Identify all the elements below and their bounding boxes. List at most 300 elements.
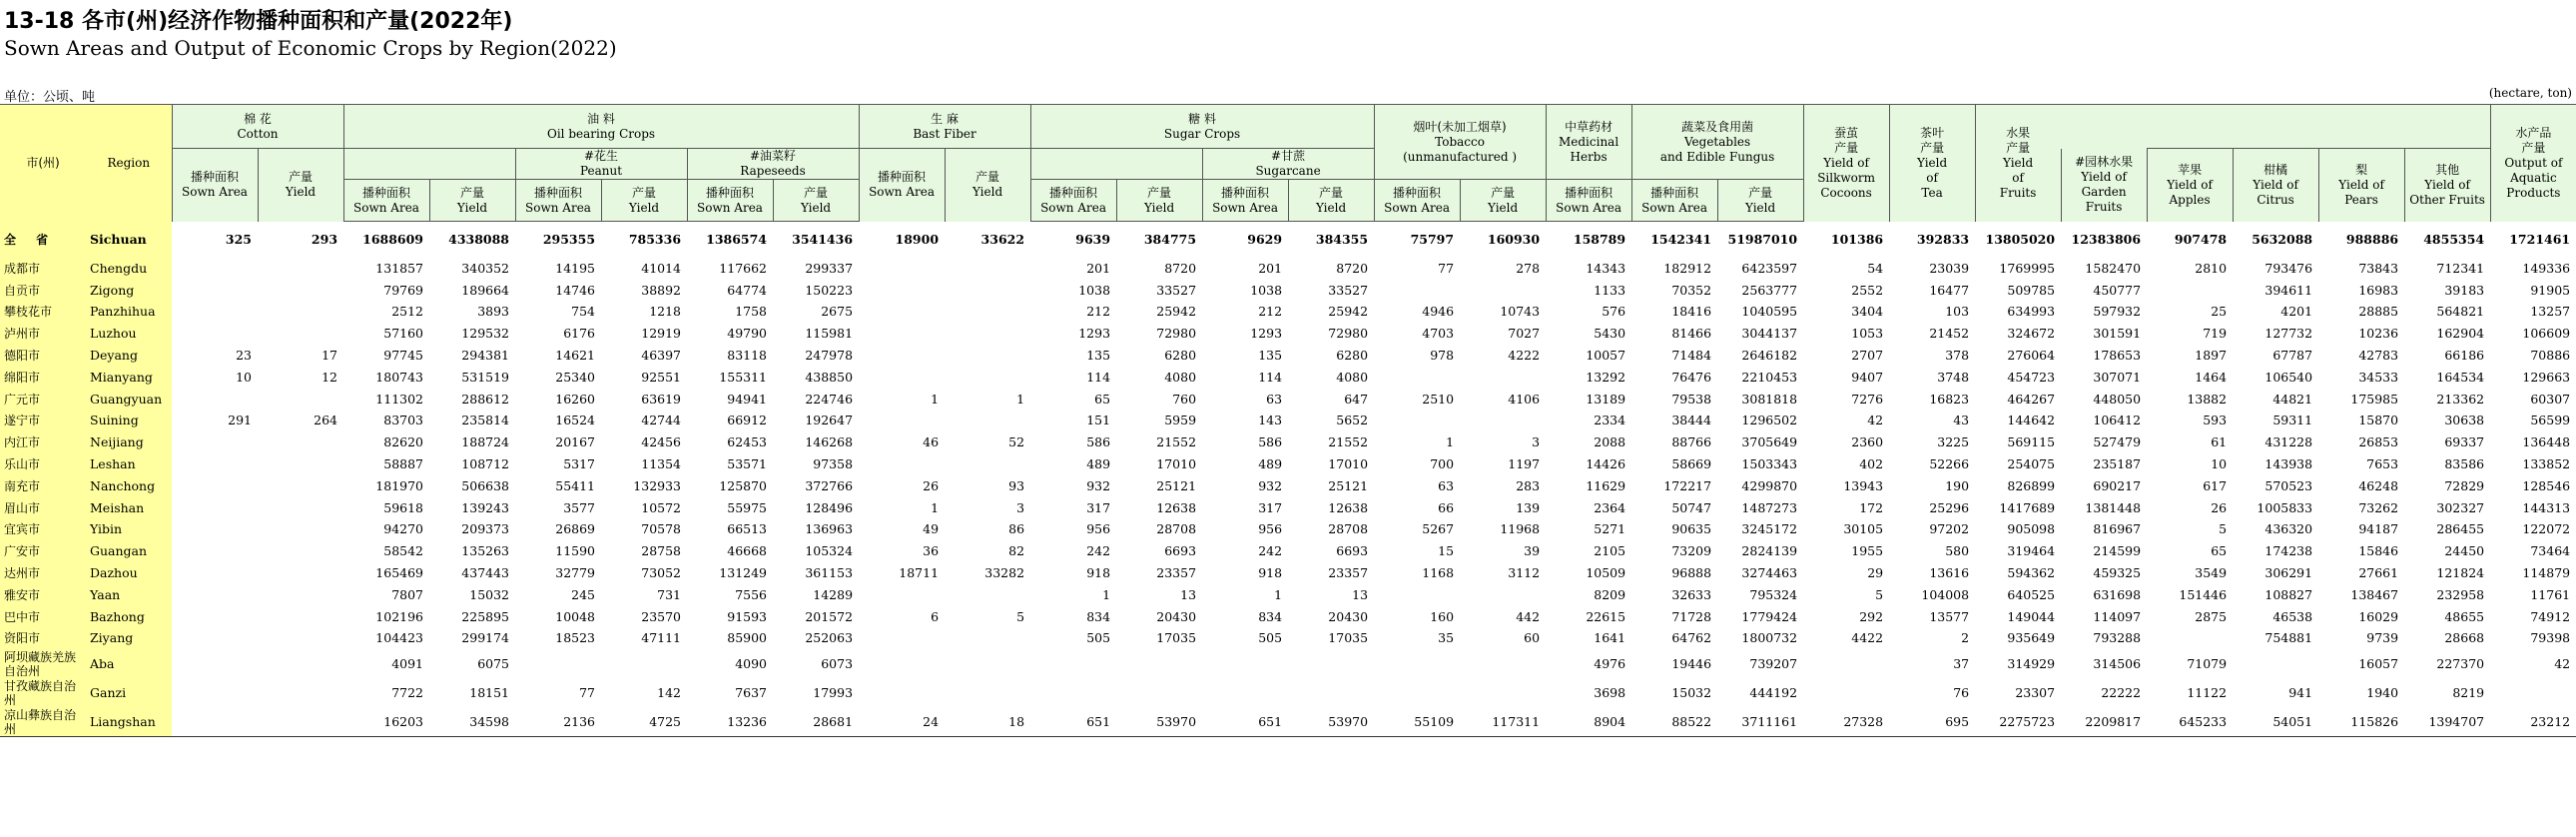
table-cell: 97358 [813, 456, 854, 472]
table-cell: 700 [1430, 456, 1455, 472]
table-cell: 597932 [2093, 304, 2142, 320]
region-name-en: Suining [86, 411, 172, 432]
table-cell: 438850 [805, 369, 854, 385]
header-sugar: 糖 料 Sugar Crops [1030, 105, 1374, 149]
table-cell: 79538 [1671, 391, 1712, 407]
table-cell: 988886 [2345, 231, 2399, 247]
table-cell: 1955 [1851, 543, 1884, 559]
table-cell: 1582470 [2085, 260, 2142, 276]
table-cell: 91905 [2530, 282, 2571, 298]
table-cell: 2210453 [1741, 369, 1798, 385]
region-name-cn: 资阳市 [0, 628, 86, 650]
table-cell: 128546 [2522, 477, 2571, 493]
table-cell: 324672 [2007, 326, 2056, 342]
table-cell [859, 678, 945, 707]
region-name-en: Aba [86, 649, 172, 678]
table-cell: 139 [1516, 499, 1541, 515]
table-row [0, 453, 2576, 475]
table-cell: 213362 [2436, 391, 2485, 407]
table-cell: 33527 [1328, 282, 1369, 298]
table-cell: 82 [1008, 543, 1025, 559]
table-cell: 4946 [1422, 304, 1455, 320]
table-cell: 586 [1086, 434, 1111, 450]
header-sugarcane: #甘蔗 Sugarcane [1202, 149, 1374, 180]
region-name-en: Deyang [86, 345, 172, 367]
table-cell: 53970 [1288, 707, 1374, 737]
table-cell: 1 [1446, 434, 1455, 450]
table-cell: 2875 [2195, 608, 2228, 624]
table-cell: 150223 [805, 282, 854, 298]
table-cell [172, 562, 258, 584]
table-cell: 278 [1516, 260, 1541, 276]
table-cell: 26 [923, 477, 940, 493]
table-cell: 32633 [1671, 586, 1712, 602]
table-cell [859, 258, 945, 280]
table-cell: 28681 [773, 707, 859, 737]
table-cell [945, 678, 1030, 707]
table-cell: 30638 [2444, 413, 2485, 428]
table-cell [1030, 678, 1116, 707]
table-cell [1374, 584, 1460, 606]
table-cell: 143938 [2264, 456, 2313, 472]
table-cell: 1293 [1078, 326, 1111, 342]
table-cell: 2510 [1422, 391, 1455, 407]
table-cell: 13577 [1929, 608, 1970, 624]
table-cell: 2360 [1851, 434, 1884, 450]
table-cell: 56599 [2530, 413, 2571, 428]
table-cell: 97745 [383, 348, 424, 364]
table-cell [859, 453, 945, 475]
table-cell: 181970 [375, 477, 424, 493]
table-cell: 2334 [1594, 413, 1626, 428]
table-cell: 16823 [1929, 391, 1970, 407]
table-title-en: Sown Areas and Output of Economic Crops by Region(2022) [4, 36, 617, 60]
table-cell: 8219 [2452, 684, 2485, 700]
table-cell: 594362 [2007, 565, 2056, 581]
table-cell: 506638 [461, 477, 510, 493]
table-cell: 74912 [2530, 608, 2571, 624]
table-cell: 11629 [1586, 477, 1626, 493]
table-cell: 11761 [2530, 586, 2571, 602]
header-rapeseeds: #油菜籽 Rapeseeds [687, 149, 859, 180]
table-cell: 442 [1516, 608, 1541, 624]
table-cell: 25296 [1929, 499, 1970, 515]
table-cell: 640525 [2007, 586, 2056, 602]
table-cell: 122072 [2522, 521, 2571, 537]
table-cell: 66186 [2444, 348, 2485, 364]
region-name-cn: 全 省 [0, 222, 86, 259]
header-rape-area: 播种面积 Sown Area [687, 180, 773, 222]
table-cell: 16057 [2358, 655, 2399, 671]
table-cell: 73262 [2358, 499, 2399, 515]
table-cell: 149336 [2522, 260, 2571, 276]
table-cell [859, 628, 945, 650]
table-row [0, 584, 2576, 606]
table-cell: 34598 [429, 707, 515, 737]
table-row [0, 389, 2576, 411]
region-name-cn: 雅安市 [0, 584, 86, 606]
unit-label-en: (hectare, ton) [2488, 86, 2572, 100]
table-cell: 9639 [1075, 232, 1111, 247]
table-cell [172, 258, 258, 280]
table-cell: 10 [2211, 456, 2228, 472]
table-cell: 38444 [1671, 413, 1712, 428]
header-region-cn: 市(州) [0, 105, 86, 222]
header-fruits: 水果 产量 Yield of Fruits [1975, 105, 2061, 222]
table-cell: 73209 [1671, 543, 1712, 559]
region-name-cn: 甘孜藏族自治州 [0, 678, 86, 707]
table-cell: 90635 [1671, 521, 1712, 537]
table-cell: 509785 [2007, 282, 2056, 298]
table-cell: 26853 [2358, 434, 2399, 450]
table-cell: 10048 [555, 608, 596, 624]
table-cell: 42 [2554, 655, 2571, 671]
table-cell: 795324 [1749, 586, 1798, 602]
table-cell: 10743 [1500, 304, 1541, 320]
table-cell [2147, 280, 2233, 302]
table-cell: 146268 [805, 434, 854, 450]
table-cell: 4091 [391, 655, 424, 671]
table-cell: 4703 [1422, 326, 1455, 342]
header-other-fruits: 其他 Yield of Other Fruits [2404, 149, 2490, 222]
table-cell: 135263 [461, 543, 510, 559]
table-cell: 48655 [2444, 608, 2485, 624]
table-cell: 306291 [2264, 565, 2313, 581]
table-cell: 41014 [641, 260, 682, 276]
table-cell: 739207 [1749, 655, 1798, 671]
table-cell: 16983 [2358, 282, 2399, 298]
table-cell [859, 411, 945, 432]
table-cell: 907478 [2174, 231, 2228, 247]
header-veg-area: 播种面积 Sown Area [1631, 180, 1717, 222]
table-cell: 17993 [813, 684, 854, 700]
region-name-en: Dazhou [86, 562, 172, 584]
table-cell: 88522 [1631, 707, 1717, 737]
table-cell: 325 [225, 231, 252, 247]
table-cell: 15032 [1671, 684, 1712, 700]
region-name-cn: 宜宾市 [0, 519, 86, 541]
table-cell [258, 678, 343, 707]
table-cell: 73052 [641, 565, 682, 581]
table-cell: 3 [1532, 434, 1541, 450]
table-cell: 75797 [1410, 232, 1455, 247]
table-cell: 459325 [2093, 565, 2142, 581]
table-cell: 1168 [1422, 565, 1455, 581]
table-cell: 133852 [2522, 456, 2571, 472]
table-cell [258, 540, 343, 562]
table-cell [258, 389, 343, 411]
table-cell: 20167 [555, 434, 596, 450]
table-cell: 19446 [1671, 655, 1712, 671]
table-cell [258, 453, 343, 475]
table-cell: 5632088 [2252, 231, 2313, 247]
table-cell: 384775 [1143, 232, 1197, 247]
table-cell: 941 [2288, 684, 2313, 700]
table-cell: 3274463 [1741, 565, 1798, 581]
table-cell: 55975 [727, 499, 768, 515]
table-cell: 9629 [1247, 232, 1283, 247]
region-name-en: Guangyuan [86, 389, 172, 411]
table-cell [172, 540, 258, 562]
table-cell: 7653 [2366, 456, 2399, 472]
header-pears: 梨 Yield of Pears [2318, 149, 2404, 222]
table-cell: 14426 [1586, 456, 1626, 472]
table-cell: 83118 [727, 348, 768, 364]
table-cell: 264 [314, 413, 338, 428]
table-cell: 3044137 [1741, 326, 1798, 342]
table-cell: 25942 [1328, 304, 1369, 320]
table-cell: 13882 [2187, 391, 2228, 407]
table-cell: 27328 [1803, 707, 1889, 737]
table-cell [172, 584, 258, 606]
table-cell: 17010 [1328, 456, 1369, 472]
table-cell: 114879 [2522, 565, 2571, 581]
table-cell [859, 280, 945, 302]
table-cell: 42783 [2358, 348, 2399, 364]
table-cell: 527479 [2093, 434, 2142, 450]
table-title-cn: 13-18 各市(州)经济作物播种面积和产量(2022年) [4, 9, 513, 34]
table-cell: 23307 [2015, 684, 2056, 700]
table-cell: 23 [236, 348, 252, 364]
table-cell: 978 [1430, 348, 1455, 364]
table-cell: 33527 [1156, 282, 1197, 298]
table-cell: 58669 [1671, 456, 1712, 472]
table-cell: 4725 [601, 707, 687, 737]
table-cell: 2 [1961, 630, 1970, 646]
table-cell: 165469 [375, 565, 424, 581]
table-cell: 72829 [2444, 477, 2485, 493]
table-cell: 5 [1875, 586, 1884, 602]
table-cell: 235814 [461, 413, 510, 428]
table-cell: 37 [1953, 655, 1970, 671]
table-header [0, 105, 2576, 222]
table-cell: 1005833 [2256, 499, 2313, 515]
table-cell: 103 [1945, 304, 1970, 320]
table-cell: 569115 [2007, 434, 2056, 450]
table-cell: 180743 [375, 369, 424, 385]
header-oil-area: 播种面积 Sown Area [343, 180, 429, 222]
table-cell: 76476 [1671, 369, 1712, 385]
table-cell: 793476 [2264, 260, 2313, 276]
table-cell: 918 [1086, 565, 1111, 581]
table-cell: 62453 [727, 434, 768, 450]
table-cell: 8904 [1546, 707, 1631, 737]
table-cell: 151 [1086, 413, 1111, 428]
table-cell: 392833 [1916, 231, 1970, 247]
table-cell [258, 562, 343, 584]
table-cell: 5 [1016, 608, 1025, 624]
table-cell: 1 [931, 391, 940, 407]
table-row [0, 475, 2576, 497]
table-cell: 935649 [2007, 630, 2056, 646]
header-tea: 茶叶 产量 Yield of Tea [1889, 105, 1975, 222]
table-cell: 834 [1258, 608, 1283, 624]
table-cell: 52 [1008, 434, 1025, 450]
table-cell: 127732 [2264, 326, 2313, 342]
table-cell: 1293 [1250, 326, 1283, 342]
table-cell: 6693 [1164, 543, 1197, 559]
table-cell: 60 [1524, 630, 1541, 646]
table-cell: 1040595 [1741, 304, 1798, 320]
table-row [0, 707, 2576, 737]
table-cell: 164534 [2436, 369, 2485, 385]
table-cell: 17 [322, 348, 338, 364]
table-cell: 617 [2203, 477, 2228, 493]
table-cell: 2136 [515, 707, 601, 737]
table-cell: 1038 [1078, 282, 1111, 298]
table-cell: 4338088 [448, 232, 510, 247]
table-cell: 188724 [461, 434, 510, 450]
table-cell: 1688609 [362, 232, 424, 247]
table-cell [945, 628, 1030, 650]
table-cell: 932 [1086, 477, 1111, 493]
table-cell: 114 [1086, 369, 1111, 385]
table-cell [859, 302, 945, 324]
table-cell: 242 [1258, 543, 1283, 559]
table-cell: 5317 [563, 456, 596, 472]
table-cell [859, 367, 945, 389]
header-garden: #园林水果 Yield of Garden Fruits [2061, 149, 2147, 222]
table-cell: 695 [1889, 707, 1975, 737]
header-peanut-yield: 产量 Yield [601, 180, 687, 222]
table-cell: 23357 [1156, 565, 1197, 581]
table-cell: 956 [1086, 521, 1111, 537]
table-cell: 1 [931, 499, 940, 515]
table-cell [601, 649, 687, 678]
table-cell [1460, 649, 1546, 678]
table-cell: 101386 [1830, 231, 1884, 247]
table-cell [1288, 678, 1374, 707]
table-cell: 13943 [1843, 477, 1884, 493]
table-cell: 46668 [727, 543, 768, 559]
table-cell: 59618 [383, 499, 424, 515]
table-cell: 125870 [719, 477, 768, 493]
table-cell: 247978 [805, 348, 854, 364]
table-cell: 64762 [1671, 630, 1712, 646]
table-cell: 5959 [1164, 413, 1197, 428]
table-cell: 43 [1953, 413, 1970, 428]
table-cell: 2105 [1594, 543, 1626, 559]
table-cell: 580 [1945, 543, 1970, 559]
table-cell: 30105 [1843, 521, 1884, 537]
table-cell: 92551 [641, 369, 682, 385]
table-cell: 42456 [641, 434, 682, 450]
table-cell: 142 [657, 684, 682, 700]
table-cell [2147, 628, 2233, 650]
table-cell: 489 [1086, 456, 1111, 472]
table-cell: 132933 [633, 477, 682, 493]
table-cell: 464267 [2007, 391, 2056, 407]
table-cell: 69337 [2444, 434, 2485, 450]
table-cell: 361153 [805, 565, 854, 581]
table-cell: 754 [571, 304, 596, 320]
table-cell: 5 [2219, 521, 2228, 537]
table-cell [258, 497, 343, 519]
table-cell: 13 [1180, 586, 1197, 602]
table-row [0, 562, 2576, 584]
table-cell: 16260 [555, 391, 596, 407]
table-cell [172, 497, 258, 519]
region-name-en: Sichuan [86, 222, 172, 259]
table-cell: 114 [1258, 369, 1283, 385]
header-cotton-yield: 产量 Yield [258, 149, 343, 222]
table-cell: 14746 [555, 282, 596, 298]
table-cell: 128496 [805, 499, 854, 515]
table-cell: 28668 [2444, 630, 2485, 646]
table-cell: 50747 [1671, 499, 1712, 515]
region-name-en: Neijiang [86, 431, 172, 453]
table-cell: 104008 [1921, 586, 1970, 602]
table-cell: 13 [1352, 586, 1369, 602]
table-cell: 39 [1524, 543, 1541, 559]
table-cell [172, 707, 258, 737]
header-cane-area: 播种面积 Sown Area [1202, 180, 1288, 222]
table-cell: 15846 [2358, 543, 2399, 559]
table-cell: 209373 [461, 521, 510, 537]
table-cell: 111302 [375, 391, 424, 407]
table-cell: 46538 [2272, 608, 2313, 624]
table-cell: 6280 [1336, 348, 1369, 364]
table-cell [859, 649, 945, 678]
table-cell: 17035 [1328, 630, 1369, 646]
table-row [0, 367, 2576, 389]
table-cell: 1133 [1594, 282, 1626, 298]
table-cell: 160 [1430, 608, 1455, 624]
table-cell: 16203 [343, 707, 429, 737]
header-oil-yield: 产量 Yield [429, 180, 515, 222]
table-cell: 450777 [2093, 282, 2142, 298]
table-cell [1116, 678, 1202, 707]
table-cell [258, 323, 343, 345]
table-cell [258, 258, 343, 280]
table-cell: 115826 [2318, 707, 2404, 737]
header-citrus: 柑橘 Yield of Citrus [2233, 149, 2318, 222]
table-cell: 1487273 [1741, 499, 1798, 515]
table-cell: 292 [1859, 608, 1884, 624]
table-cell [945, 258, 1030, 280]
table-cell: 242 [1086, 543, 1111, 559]
table-cell: 6693 [1336, 543, 1369, 559]
table-cell: 214599 [2093, 543, 2142, 559]
table-cell: 72980 [1156, 326, 1197, 342]
table-cell [945, 367, 1030, 389]
table-cell: 28708 [1328, 521, 1369, 537]
region-name-en: Mianyang [86, 367, 172, 389]
table-cell: 108827 [2264, 586, 2313, 602]
table-cell: 384355 [1315, 232, 1369, 247]
table-cell: 102196 [375, 608, 424, 624]
header-bast-yield: 产量 Yield [945, 149, 1030, 222]
table-cell [945, 323, 1030, 345]
table-cell [258, 431, 343, 453]
table-cell [172, 302, 258, 324]
table-cell [1030, 649, 1116, 678]
table-cell: 731 [657, 586, 682, 602]
table-cell: 2675 [821, 304, 854, 320]
region-name-cn: 南充市 [0, 475, 86, 497]
table-cell [2233, 649, 2318, 678]
table-cell [859, 323, 945, 345]
table-cell: 212 [1258, 304, 1283, 320]
table-cell: 70886 [2530, 348, 2571, 364]
table-cell: 63 [1266, 391, 1283, 407]
table-cell: 94187 [2358, 521, 2399, 537]
table-cell: 70352 [1671, 282, 1712, 298]
table-cell: 454723 [2007, 369, 2056, 385]
table-cell: 105324 [805, 543, 854, 559]
table-cell: 15870 [2358, 413, 2399, 428]
table-cell: 162904 [2436, 326, 2485, 342]
